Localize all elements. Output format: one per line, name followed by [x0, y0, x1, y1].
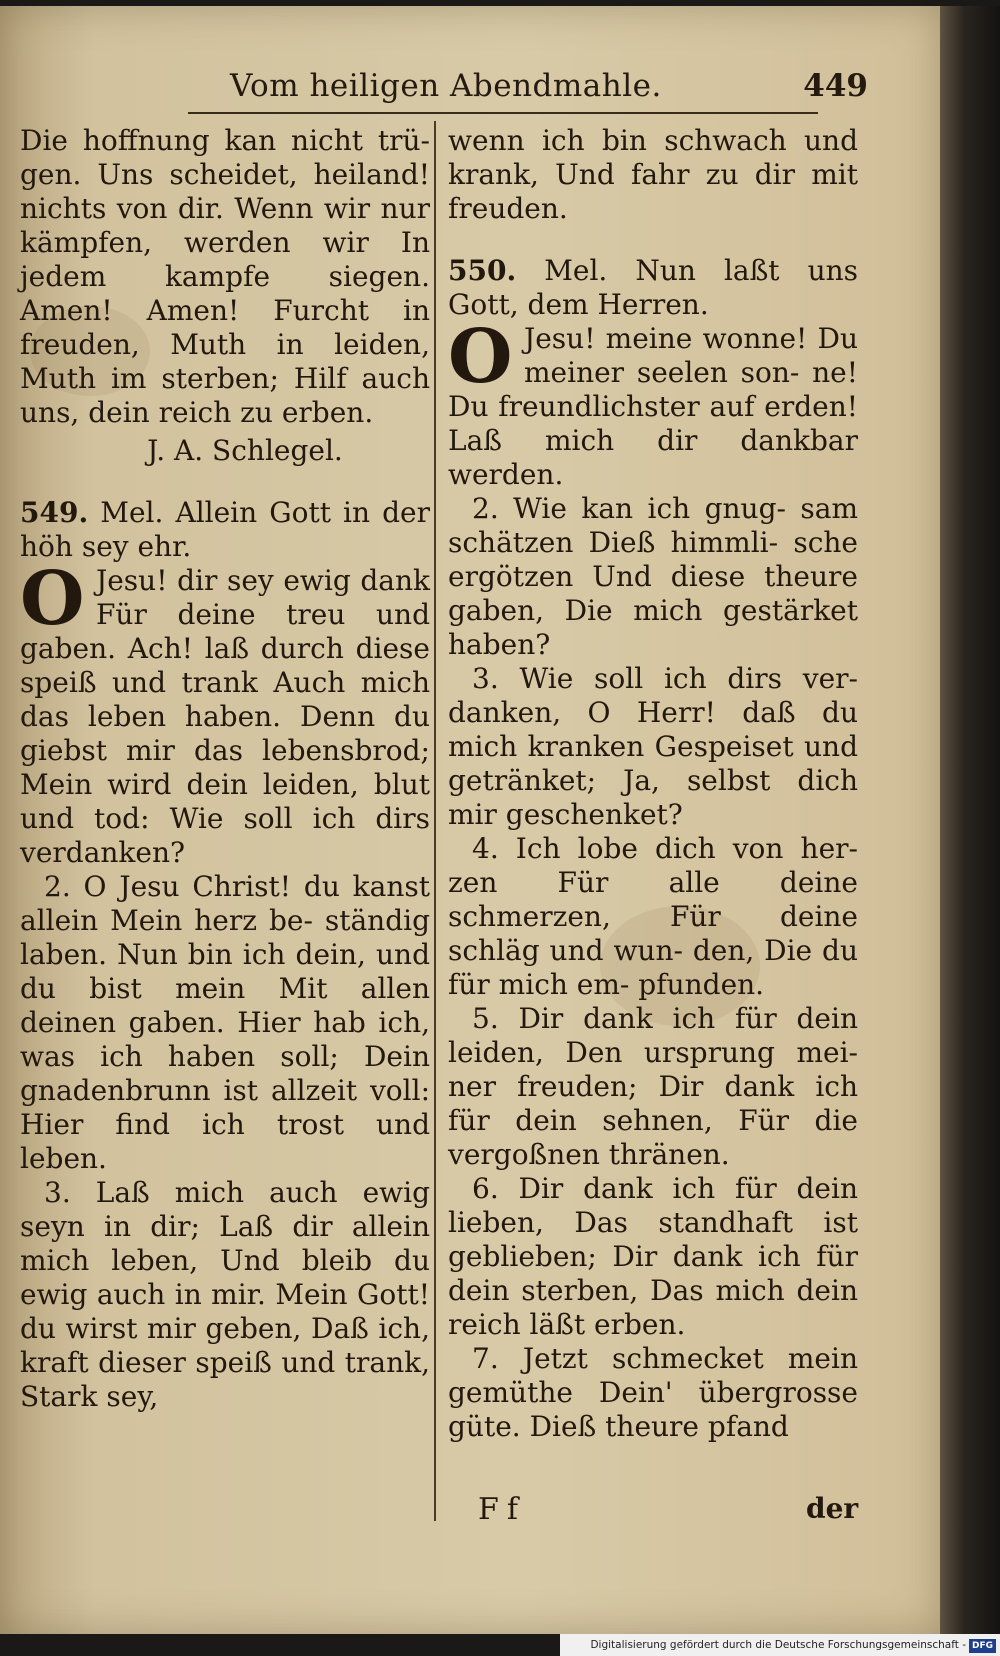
book-edge: [940, 6, 1000, 1634]
hymn-body: [448, 314, 858, 1444]
hymn-continuation: Die hoffnung kan nicht trü- gen. Uns scheidet, heiland! nichts von dir. Wenn wir nur kämpfen, werden wir In jedem kampfe siegen. Amen! Amen! Furcht in freuden, Muth in leiden, Muth im sterben; Hilf auch uns, dein reich zu erben.: [20, 124, 430, 429]
verse: 2. Wie kan ich gnug- sam schätzen Dieß himmli- sche ergötzen Und diese theure gaben, Die mich gestärket haben?: [448, 492, 858, 661]
credit-text: Digitalisierung gefördert durch die Deutsche Forschungsgemeinschaft -: [590, 1639, 966, 1651]
verse: 2. O Jesu Christ! du kanst allein Mein herz be- ständig laben. Nun bin ich dein, und du bist mein Mit allen deinen gaben. Hier hab ich, was ich haben soll; Dein gnadenbrunn ist allzeit voll: Hier find ich trost und leben.: [20, 870, 430, 1175]
hymn-body: [20, 556, 430, 1414]
book-page: [0, 6, 940, 1634]
hymn-heading: [448, 254, 858, 322]
column-divider: [434, 121, 436, 1521]
dfg-logo: DFG: [969, 1639, 996, 1653]
drop-cap: O: [448, 314, 513, 400]
verse: 5. Dir dank ich für dein leiden, Den ursprung mei- ner freuden; Dir dank ich für dein sehnen, Für die vergoßnen thränen.: [448, 1002, 858, 1171]
verse: Jesu! meine wonne! Du meiner seelen son- ne! Du freundlichster auf erden! Laß mich dir dankbar werden.: [448, 322, 858, 491]
catchword: der: [806, 1492, 859, 1525]
digitization-credit: [560, 1634, 1000, 1656]
verse: 3. Laß mich auch ewig seyn in dir; Laß dir allein mich leben, Und bleib du ewig auch in mir. Mein Gott! du wirst mir geben, Daß ich, kraft dieser speiß und trank, Stark sey,: [20, 1176, 430, 1413]
page-number: 449: [803, 68, 868, 104]
signature-mark: Ff: [478, 1492, 526, 1527]
verse-continuation: wenn ich bin schwach und krank, Und fahr zu dir mit freuden.: [448, 124, 858, 225]
right-column: [448, 124, 858, 1444]
left-column: [20, 124, 430, 1414]
verse: 7. Jetzt schmecket mein gemüthe Dein' übergrosse güte. Dieß theure pfand: [448, 1342, 858, 1443]
verse: 6. Dir dank ich für dein lieben, Das standhaft ist geblieben; Dir dank ich für dein sterben, Das mich dein reich läßt erben.: [448, 1172, 858, 1341]
hymn-heading: [20, 496, 430, 564]
verse: Jesu! dir sey ewig dank Für deine treu und gaben. Ach! laß durch diese speiß und trank Auch mich das leben haben. Denn du giebst mir das lebensbrod; Mein wird dein leiden, blut und tod: Wie soll ich dirs verdanken?: [20, 564, 430, 869]
running-title: Vom heiligen Abendmahle.: [230, 68, 662, 104]
hymn-number: 549.: [20, 496, 89, 529]
verse: 3. Wie soll ich dirs ver- danken, O Herr! daß du mich kranken Gespeiset und getränket; Ja, selbst dich mir geschenket?: [448, 662, 858, 831]
drop-cap: O: [20, 556, 85, 642]
hymn-number: 550.: [448, 254, 517, 287]
hymn-melody: Mel. Nun laßt uns Gott, dem Herren.: [448, 254, 858, 321]
running-header: [20, 64, 870, 114]
verse: 4. Ich lobe dich von her- zen Für alle deine schmerzen, Für deine schläg und wun- den, Die du für mich em- pfunden.: [448, 832, 858, 1001]
header-rule: [188, 112, 818, 114]
hymn-melody: Mel. Allein Gott in der höh sey ehr.: [20, 496, 431, 563]
author-signature: J. A. Schlegel.: [147, 434, 343, 467]
